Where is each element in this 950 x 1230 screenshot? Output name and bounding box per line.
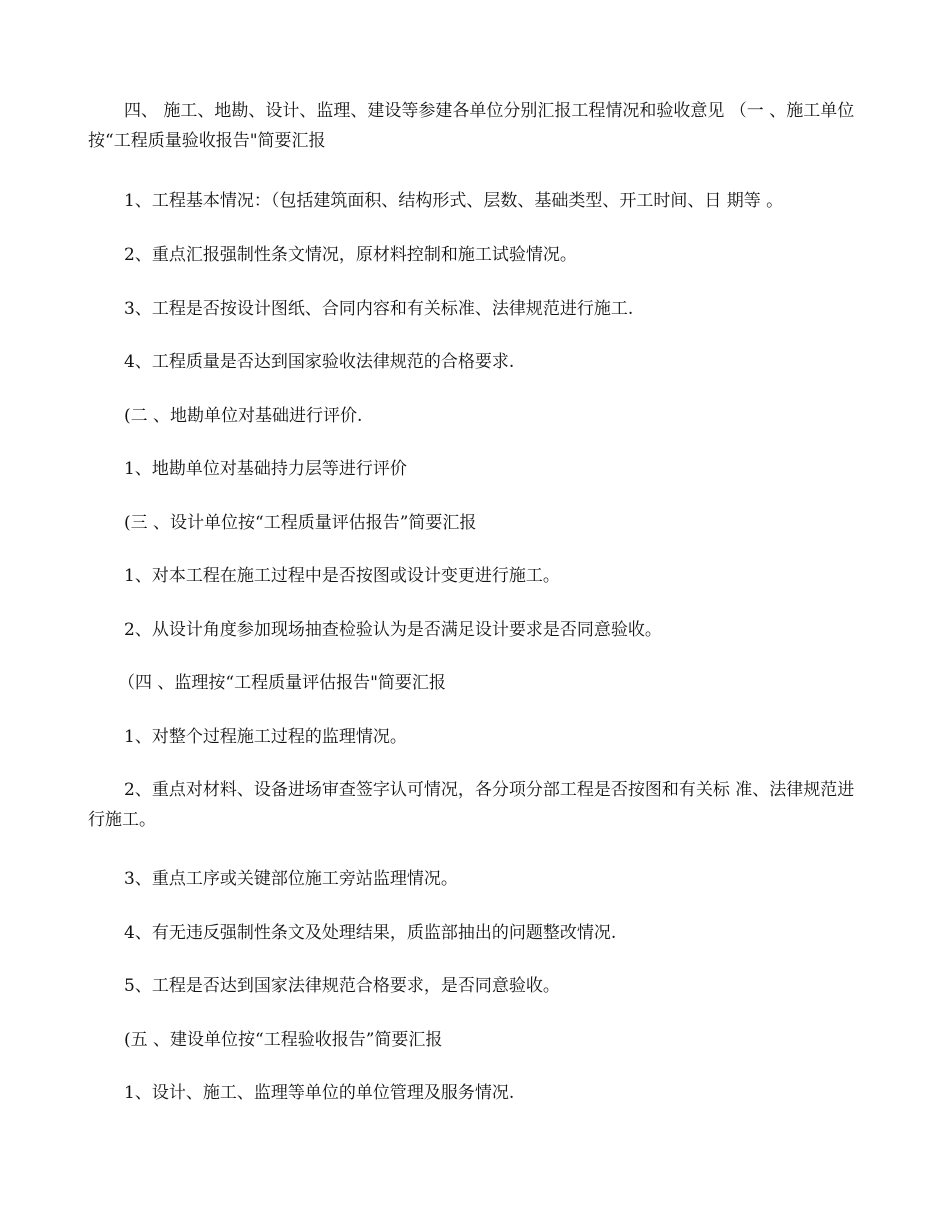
- paragraph-3: 3、工程是否按设计图纸、合同内容和有关标准、法律规范进行施工.: [124, 299, 634, 319]
- paragraph-8: 1、对整个过程施工过程的监理情况。: [124, 727, 407, 747]
- paragraph-7: 2、从设计角度参加现场抽查检验认为是否满足设计要求是否同意验收。: [124, 620, 662, 640]
- subsection-two-heading: (二 、地勘单位对基础进行评价.: [124, 406, 363, 426]
- paragraph-10: 3、重点工序或关键部位施工旁站监理情况。: [124, 869, 458, 889]
- subsection-three-heading: (三 、设计单位按“工程质量评估报告”简要汇报: [124, 513, 477, 533]
- paragraph-2: 2、重点汇报强制性条文情况，原材料控制和施工试验情况。: [124, 245, 577, 265]
- paragraph-13: 1、设计、施工、监理等单位的单位管理及服务情况.: [124, 1083, 515, 1103]
- subsection-four-heading: （四 、监理按“工程质量评估报告"简要汇报: [118, 673, 446, 693]
- paragraph-9: 2、重点对材料、设备进场审查签字认可情况，各分项分部工程是否按图和有关标 准、法律规范进行施工。: [88, 780, 855, 830]
- paragraph-12: 5、工程是否达到国家法律规范合格要求，是否同意验收。: [124, 976, 560, 996]
- section-four-heading: 四、 施工、地勘、设计、监理、建设等参建各单位分别汇报工程情况和验收意见 （一 、施工单位按“工程质量验收报告"简要汇报: [88, 101, 855, 151]
- paragraph-4: 4、工程质量是否达到国家验收法律规范的合格要求.: [124, 352, 515, 372]
- paragraph-5: 1、地勘单位对基础持力层等进行评价: [124, 459, 407, 479]
- subsection-five-heading: (五 、建设单位按“工程验收报告”简要汇报: [124, 1030, 443, 1050]
- paragraph-1: 1、工程基本情况：（包括建筑面积、结构形式、层数、基础类型、开工时间、日 期等 。: [124, 191, 784, 211]
- paragraph-6: 1、对本工程在施工过程中是否按图或设计变更进行施工。: [124, 566, 560, 586]
- paragraph-11: 4、有无违反强制性条文及处理结果，质监部抽出的问题整改情况.: [124, 923, 617, 943]
